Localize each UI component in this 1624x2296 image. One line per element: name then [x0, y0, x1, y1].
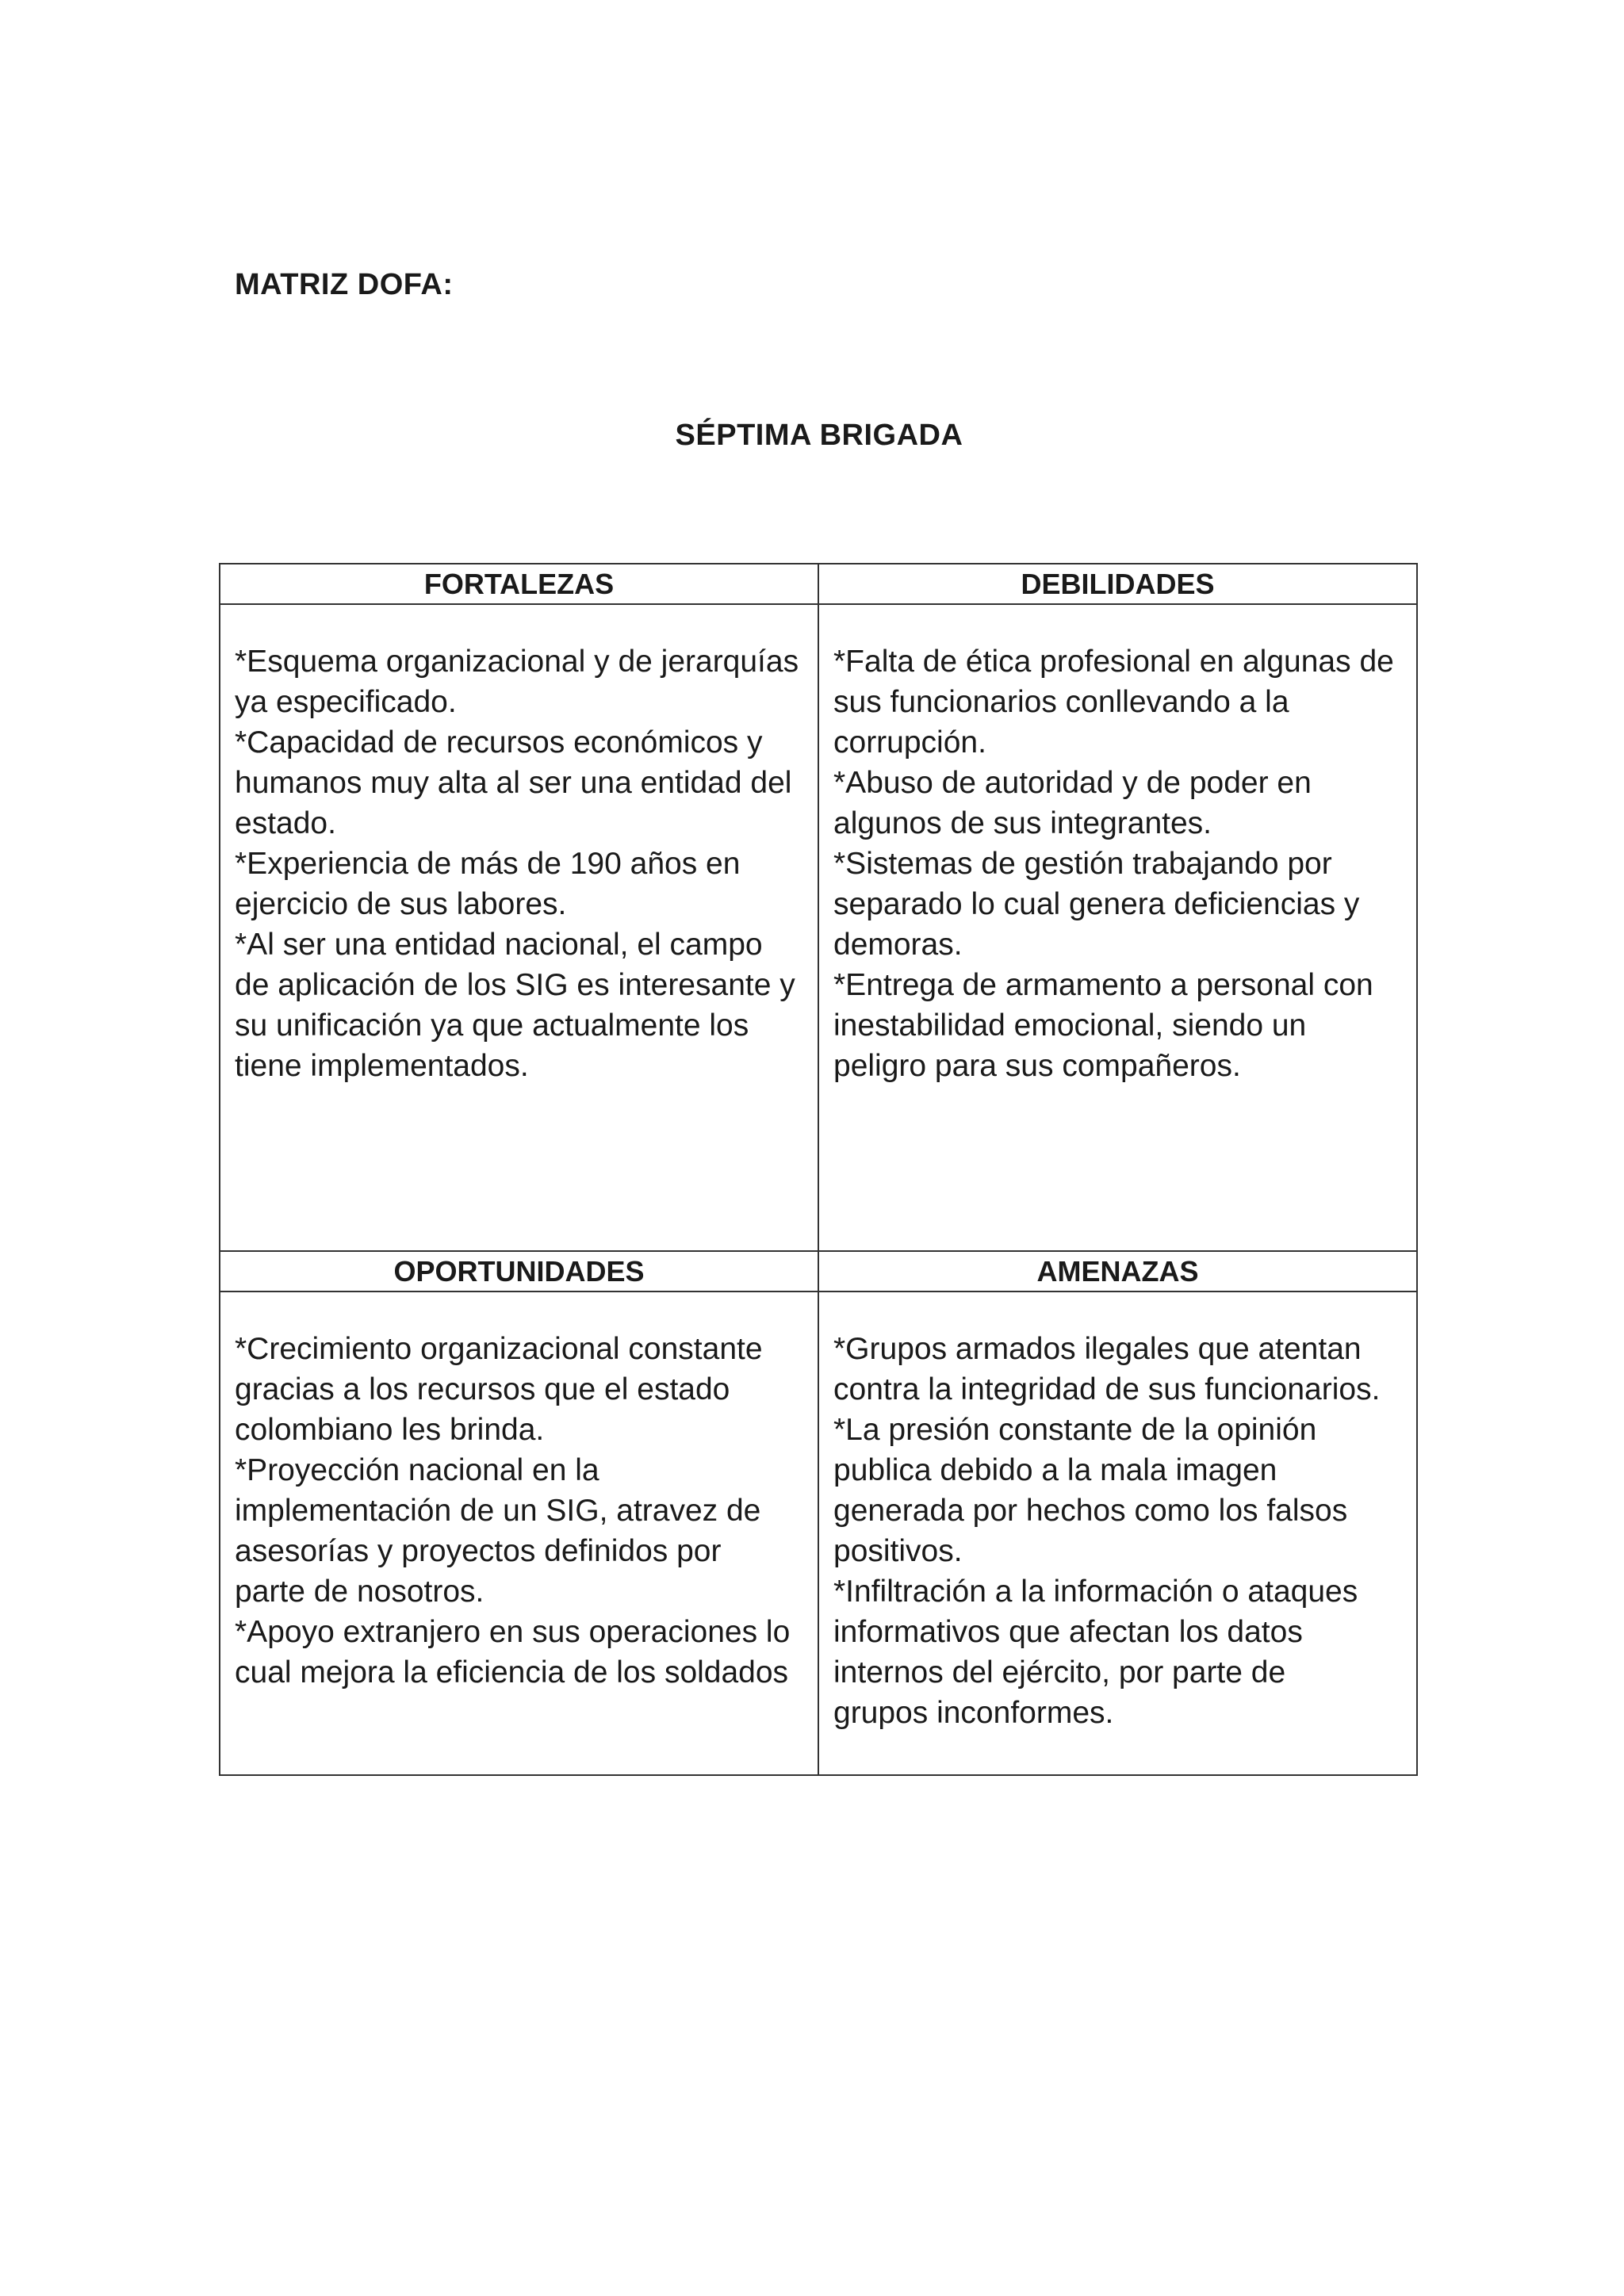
amenazas-header: AMENAZAS	[818, 1251, 1417, 1292]
list-line: ya especificado.	[235, 685, 457, 719]
matrix-body-row-top	[220, 604, 1417, 1251]
list-line: asesorías y proyectos definidos por	[235, 1534, 722, 1568]
fortalezas-cell	[220, 604, 818, 1251]
amenazas-list	[819, 1292, 1416, 1733]
list-line: parte de nosotros.	[235, 1575, 485, 1609]
document-subtitle: SÉPTIMA BRIGADA	[675, 419, 963, 452]
list-line: estado.	[235, 806, 336, 840]
oportunidades-list	[220, 1292, 818, 1693]
list-line: *La presión constante de la opinión	[833, 1413, 1317, 1447]
list-line: cual mejora la eficiencia de los soldados	[235, 1655, 789, 1689]
list-line: generada por hechos como los falsos	[833, 1494, 1348, 1528]
list-line: sus funcionarios conllevando a la	[833, 685, 1289, 719]
document-heading: MATRIZ DOFA:	[235, 268, 454, 301]
list-line: *Crecimiento organizacional constante	[235, 1332, 763, 1366]
list-line: grupos inconformes.	[833, 1696, 1114, 1730]
list-line: *Infiltración a la información o ataques	[833, 1575, 1358, 1609]
list-line: humanos muy alta al ser una entidad del	[235, 766, 792, 800]
oportunidades-cell	[220, 1292, 818, 1775]
list-line: *Esquema organizacional y de jerarquías	[235, 645, 799, 679]
list-line: *Sistemas de gestión trabajando por	[833, 847, 1332, 881]
list-line: tiene implementados.	[235, 1049, 529, 1083]
list-line: gracias a los recursos que el estado	[235, 1372, 730, 1406]
list-line: *Apoyo extranjero en sus operaciones lo	[235, 1615, 791, 1649]
list-line: internos del ejército, por parte de	[833, 1655, 1286, 1689]
list-line: contra la integridad de sus funcionarios.	[833, 1372, 1381, 1406]
list-line: demoras.	[833, 928, 963, 962]
list-line: *Proyección nacional en la	[235, 1453, 599, 1487]
list-line: *Falta de ética profesional en algunas de	[833, 645, 1394, 679]
oportunidades-header: OPORTUNIDADES	[220, 1251, 818, 1292]
list-line: peligro para sus compañeros.	[833, 1049, 1241, 1083]
debilidades-list	[819, 605, 1416, 1086]
debilidades-header: DEBILIDADES	[818, 564, 1417, 604]
matrix-header-row-top	[220, 564, 1417, 604]
list-line: separado lo cual genera deficiencias y	[833, 887, 1360, 921]
fortalezas-header: FORTALEZAS	[220, 564, 818, 604]
list-line: *Entrega de armamento a personal con	[833, 968, 1373, 1002]
list-line: positivos.	[833, 1534, 963, 1568]
list-line: *Experiencia de más de 190 años en	[235, 847, 741, 881]
list-line: implementación de un SIG, atravez de	[235, 1494, 761, 1528]
list-line: ejercicio de sus labores.	[235, 887, 567, 921]
list-line: inestabilidad emocional, siendo un	[833, 1008, 1307, 1043]
list-line: publica debido a la mala imagen	[833, 1453, 1277, 1487]
list-line: algunos de sus integrantes.	[833, 806, 1212, 840]
list-line: colombiano les brinda.	[235, 1413, 545, 1447]
debilidades-cell	[818, 604, 1417, 1251]
list-line: su unificación ya que actualmente los	[235, 1008, 749, 1043]
matrix-body-row-bottom	[220, 1292, 1417, 1775]
list-line: *Grupos armados ilegales que atentan	[833, 1332, 1362, 1366]
list-line: informativos que afectan los datos	[833, 1615, 1303, 1649]
amenazas-cell	[818, 1292, 1417, 1775]
list-line: corrupción.	[833, 725, 986, 760]
fortalezas-list	[220, 605, 818, 1086]
matrix-header-row-bottom	[220, 1251, 1417, 1292]
list-line: *Abuso de autoridad y de poder en	[833, 766, 1312, 800]
dofa-matrix	[219, 563, 1418, 1776]
list-line: de aplicación de los SIG es interesante y	[235, 968, 795, 1002]
list-line: *Capacidad de recursos económicos y	[235, 725, 763, 760]
list-line: *Al ser una entidad nacional, el campo	[235, 928, 763, 962]
